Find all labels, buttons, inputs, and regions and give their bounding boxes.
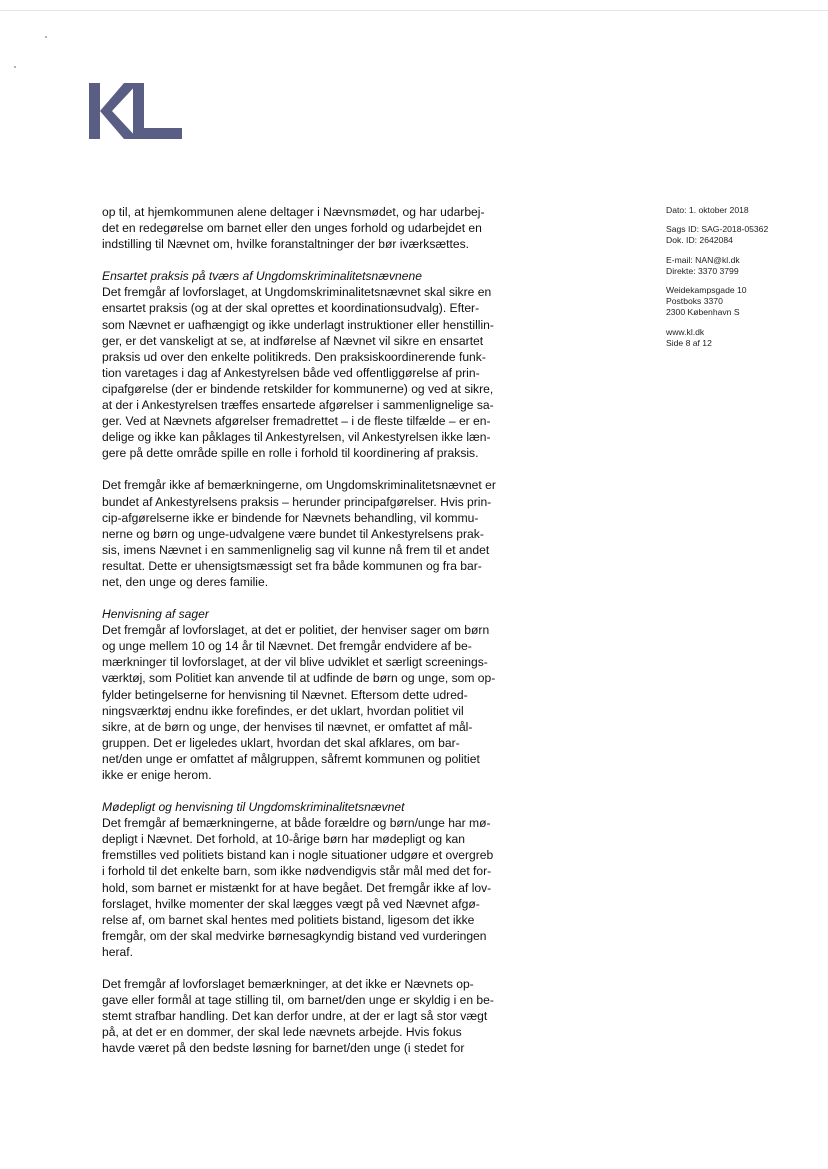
page-number-text: Side 8 af 12: [666, 337, 712, 348]
text-line: relse af, om barnet skal hentes med politiets bistand, ligesom det ikke: [102, 912, 475, 927]
text-line: fremgår, om der skal medvirke børnesagkyndig bistand ved vurderingen: [102, 928, 487, 943]
text-line: heraf.: [102, 944, 133, 959]
email-text: E-mail: NAN@kl.dk: [666, 254, 740, 265]
section-heading: Ensartet praksis på tværs af Ungdomskriminalitetsnævnene: [102, 269, 422, 284]
case-ids-group: [666, 224, 816, 246]
text-line: Det fremgår af lovforslaget, at Ungdomskriminalitetsnævnet skal sikre en: [102, 285, 492, 300]
text-line: at der i Ankestyrelsen træffes ensartede afgørelser i sammenlignelige sa-: [102, 398, 494, 413]
text-line: cipafgørelse (der er bindende retskilder for kommunerne) og ved at sikre,: [102, 381, 494, 396]
website-text: www.kl.dk: [666, 326, 705, 337]
text-line: net, den unge og deres familie.: [102, 574, 269, 589]
text-line: ger. Ved at Nævnets afgørelser fremadrettet – i de fleste tilfælde – er en-: [102, 414, 491, 429]
text-line: delige og ikke kan påklages til Ankestyrelsen, vil Ankestyrelsen ikke læn-: [102, 430, 491, 445]
doc-id-text: Dok. ID: 2642084: [666, 235, 733, 246]
text-line: det en redegørelse om barnet eller den unges forhold og udarbejdet en: [102, 221, 482, 236]
text-line: Det fremgår af lovforslaget, at det er politiet, der henviser sager om børn: [102, 623, 490, 638]
text-line: resultat. Dette er uhensigtsmæssigt set fra både kommunen og fra bar-: [102, 558, 482, 573]
text-line: cip-afgørelserne ikke er bindende for Nævnets behandling, vil kommu-: [102, 510, 479, 525]
case-id-text: Sags ID: SAG-2018-05362: [666, 224, 769, 235]
text-line: indstilling til Nævnet om, hvilke foranstaltninger der bør iværksættes.: [102, 237, 469, 252]
text-line: og unge mellem 10 og 14 år til Nævnet. Det fremgår endvidere af be-: [102, 639, 472, 654]
text-line: havde været på den bedste løsning for barnet/den unge (i stedet for: [102, 1041, 465, 1056]
text-line: stemt strafbar handling. Det kan derfor undre, at der er lagt så stor vægt: [102, 1009, 488, 1024]
text-line: som Nævnet er uafhængigt og ikke underlagt instruktioner eller henstillin-: [102, 317, 494, 332]
scan-speck: [14, 66, 16, 68]
address-group: [666, 285, 816, 319]
text-line: net/den unge er omfattet af målgruppen, såfremt kommunen og politiet: [102, 751, 480, 766]
date-group: [666, 205, 816, 216]
phone-text: Direkte: 3370 3799: [666, 265, 739, 276]
paragraph: [102, 799, 554, 960]
text-line: op til, at hjemkommunen alene deltager i Nævnsmødet, og har udarbej-: [102, 205, 485, 219]
address-line: Weidekampsgade 10: [666, 285, 747, 296]
address-line: Postboks 3370: [666, 296, 723, 307]
text-line: praksis ud over den enkelte politikreds. Den praksiskoordinerende funk-: [102, 349, 486, 364]
text-line: værktøj, som Politiet kan anvende til at udfinde de børn og unge, som op-: [102, 671, 496, 686]
contact-group: [666, 255, 816, 277]
text-line: ningsværktøj endnu ikke forefindes, er det uklart, hvordan politiet vil: [102, 703, 464, 718]
text-line: gruppen. Det er ligeledes uklart, hvordan det skal afklares, om bar-: [102, 735, 460, 750]
paragraph: [102, 204, 554, 252]
text-line: mærkninger til lovforslaget, at der vil blive udviklet et særligt screenings-: [102, 655, 488, 670]
text-line: tion varetages i dag af Ankestyrelsen både ved offentliggørelse af prin-: [102, 365, 480, 380]
date-text: Dato: 1. oktober 2018: [666, 205, 749, 215]
paragraph: [102, 268, 554, 461]
text-line: sikre, at de børn og unge, der henvises til nævnet, er omfattet af mål-: [102, 719, 473, 734]
text-line: fremstilles ved politiets bistand kan i nogle situationer udgøre et overgreb: [102, 848, 494, 863]
text-line: ger, er det vanskeligt at se, at indførelse af Nævnet vil sikre en ensartet: [102, 333, 484, 348]
text-line: i forhold til det enkelte barn, som ikke nødvendigvis står mål med det for-: [102, 864, 492, 879]
text-line: Det fremgår ikke af bemærkningerne, om Ungdomskriminalitetsnævnet er: [102, 478, 496, 493]
text-line: forslaget, hvilke momenter der skal lægges vægt på ved Nævnet afgø-: [102, 896, 480, 911]
text-line: ikke er enige herom.: [102, 768, 212, 782]
web-page-group: [666, 327, 816, 349]
text-line: nerne og børn og unge-udvalgene være bundet til Ankestyrelsens prak-: [102, 526, 484, 541]
text-line: Det fremgår af bemærkningerne, at både forældre og børn/unge har mø-: [102, 816, 491, 831]
paragraph: [102, 976, 554, 1056]
kl-logo: [86, 80, 186, 142]
text-line: Det fremgår af lovforslaget bemærkninger, at det ikke er Nævnets op-: [102, 977, 474, 992]
section-heading: Mødepligt og henvisning til Ungdomskriminalitetsnævnet: [102, 800, 405, 815]
paragraph: [102, 477, 554, 590]
text-line: på, at det er en dommer, der skal lede nævnets arbejde. Hvis fokus: [102, 1025, 462, 1040]
address-line: 2300 København S: [666, 307, 740, 318]
paragraph: [102, 606, 554, 783]
scan-top-edge: [0, 10, 828, 11]
text-line: sis, imens Nævnet i en sammenlignelig sag vil kunne nå frem til et andet: [102, 542, 490, 557]
document-body: [102, 204, 554, 1073]
text-line: gave eller formål at tage stilling til, om barnet/den unge er skyldig i en be-: [102, 993, 494, 1008]
document-metadata: [666, 205, 816, 357]
text-line: depligt i Nævnet. Det forhold, at 10-årige børn har mødepligt og kan: [102, 832, 466, 847]
text-line: ensartet praksis (og at der skal oprettes et koordinationsudvalg). Efter-: [102, 301, 480, 316]
text-line: bundet af Ankestyrelsens praksis – herunder principafgørelser. Hvis prin-: [102, 494, 492, 509]
text-line: hold, som barnet er mistænkt for at have begået. Det fremgår ikke af lov-: [102, 880, 492, 895]
text-line: fylder betingelserne for henvisning til Nævnet. Eftersom dette udred-: [102, 687, 468, 702]
scan-speck: [45, 36, 47, 38]
text-line: gere på dette område spille en rolle i forhold til koordinering af praksis.: [102, 446, 479, 461]
section-heading: Henvisning af sager: [102, 607, 209, 622]
